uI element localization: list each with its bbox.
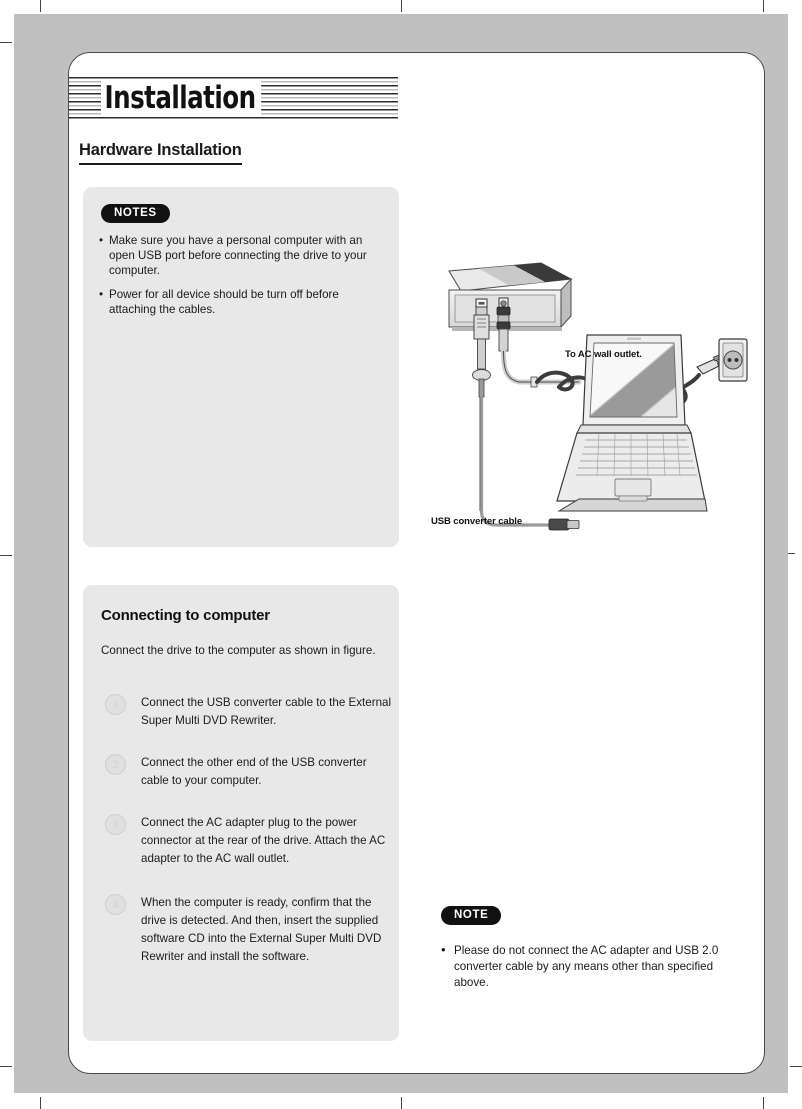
- diagram-label-ac-outlet: To AC wall outlet.: [565, 349, 642, 360]
- crop-mark-left-top: [0, 42, 12, 43]
- panel-intro-text: Connect the drive to the computer as shown in figure.: [101, 644, 376, 657]
- notes-pill-wrapper: [101, 203, 170, 223]
- registration-mark-left-middle: [0, 555, 12, 556]
- crop-mark-right-bottom: [790, 1066, 802, 1067]
- step-text: Connect the AC adapter plug to the power connector at the rear of the drive. Attach the AC adapter to the AC wall outlet.: [141, 816, 386, 865]
- section-heading: Hardware Installation: [79, 141, 242, 165]
- step-text: When the computer is ready, confirm that the drive is detected. And then, insert the supplied software CD into the External Super Multi DVD Rewriter and install the software.: [141, 896, 382, 963]
- crop-mark-left-bottom: [0, 1066, 12, 1067]
- note-bullet-text: Please do not connect the AC adapter and USB 2.0 converter cable by any means other than specified above.: [454, 944, 719, 989]
- list-item: [97, 753, 393, 789]
- note-block: [441, 905, 741, 991]
- step-number-badge: 3: [105, 814, 126, 835]
- step-text: Connect the other end of the USB converter cable to your computer.: [141, 756, 367, 787]
- crop-mark-top-right: [763, 0, 764, 12]
- notes-bullet-text: Make sure you have a personal computer with an open USB port before connecting the drive to your computer.: [109, 234, 367, 278]
- bullet-icon: •: [99, 287, 104, 301]
- notes-bullet-list: [99, 233, 385, 325]
- usb-connector-icon: [473, 307, 491, 397]
- crop-mark-top-center: [401, 0, 402, 12]
- diagram-label-usb-cable: USB converter cable: [431, 516, 523, 527]
- crop-mark-bottom-left: [40, 1097, 41, 1109]
- note-badge: NOTE: [441, 906, 501, 925]
- wall-socket-icon: [719, 339, 747, 381]
- external-dvd-drive-icon: [449, 263, 571, 331]
- connecting-to-computer-panel: [83, 585, 399, 1041]
- step-number-badge: 1: [105, 694, 126, 715]
- list-item: [97, 693, 393, 729]
- bullet-icon: •: [441, 942, 446, 957]
- note-pill-wrapper: [441, 905, 741, 925]
- notes-panel: [83, 187, 399, 547]
- list-item: [97, 893, 393, 965]
- crop-mark-top-left: [40, 0, 41, 12]
- list-item: [441, 943, 741, 991]
- page-board-background: [14, 14, 788, 1093]
- crop-mark-bottom-center: [401, 1097, 402, 1109]
- list-item: [97, 813, 393, 867]
- bullet-icon: •: [99, 234, 104, 247]
- page-title: Installation: [101, 79, 261, 117]
- laptop-computer-icon: [557, 335, 707, 511]
- list-item: [99, 287, 385, 317]
- step-number-badge: 2: [105, 754, 126, 775]
- panel-title: Connecting to computer: [101, 607, 270, 624]
- notes-bullet-text: Power for all device should be turn off before attaching the cables.: [109, 287, 339, 316]
- crop-mark-bottom-right: [763, 1097, 764, 1109]
- notes-badge: NOTES: [101, 204, 170, 223]
- note-bullet-list: [441, 943, 741, 991]
- step-number-badge: 4: [105, 894, 126, 915]
- step-text: Connect the USB converter cable to the External Super Multi DVD Rewriter.: [141, 696, 392, 727]
- hardware-connection-diagram: [419, 243, 749, 543]
- manual-page: [68, 52, 765, 1074]
- installation-steps-list: [97, 693, 393, 983]
- list-item: [99, 233, 385, 279]
- page-header-band: [69, 77, 398, 119]
- connection-diagram-svg: [419, 243, 749, 543]
